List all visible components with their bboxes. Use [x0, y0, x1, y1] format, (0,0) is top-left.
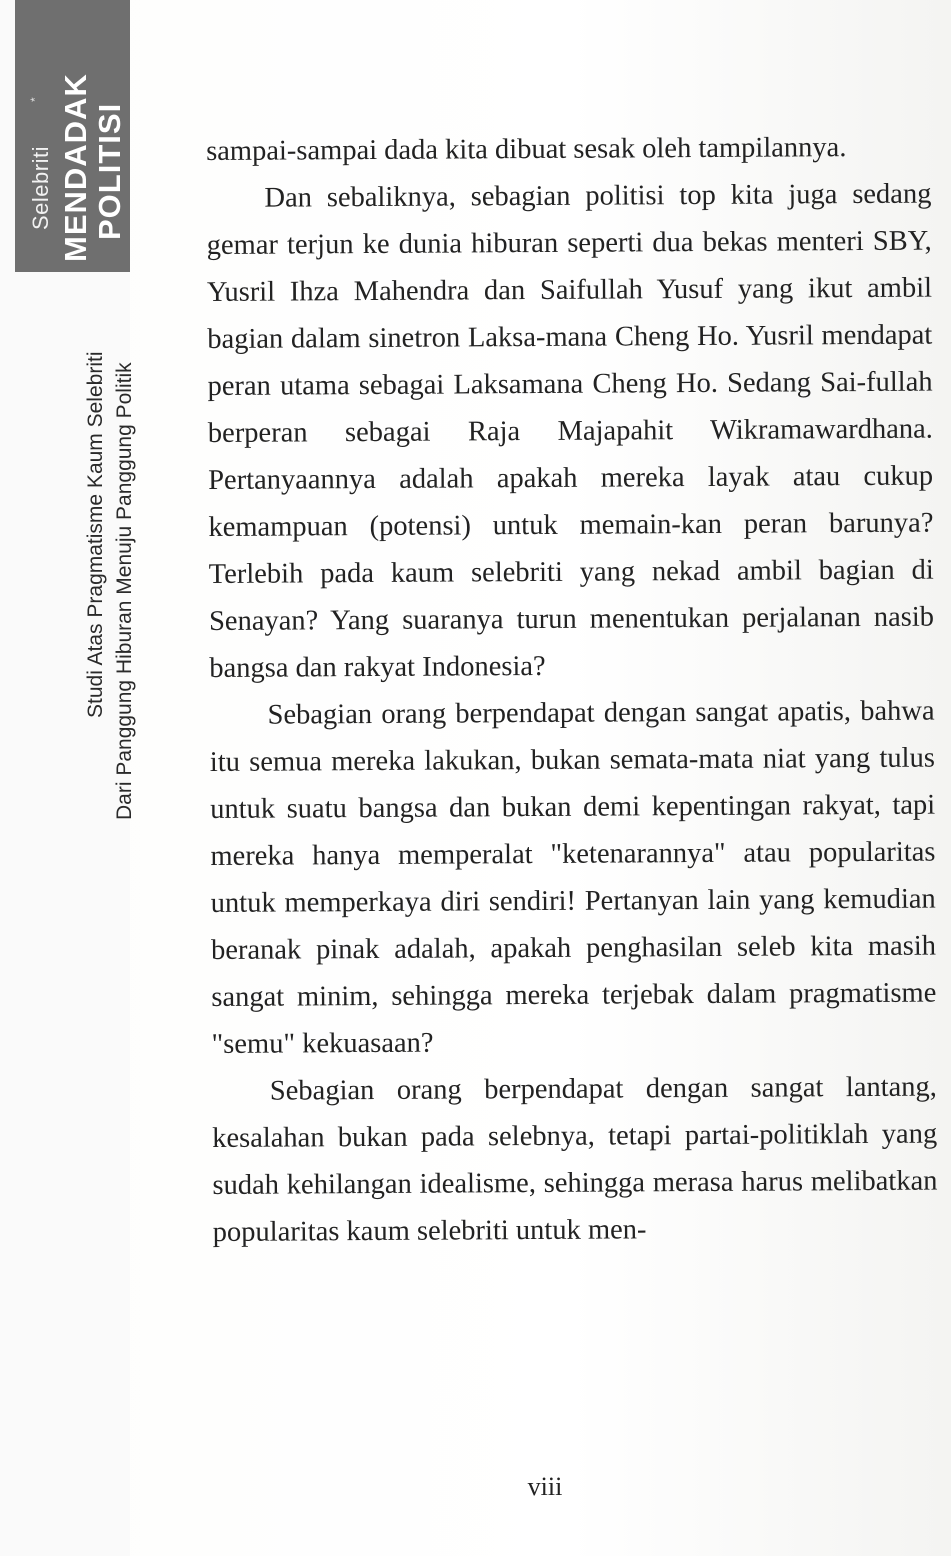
series-label: Selebriti	[28, 146, 53, 230]
paragraph: Dan sebaliknya, sebagian politisi top kita juga sedang gemar terjun ke dunia hiburan seperti dua bekas menteri SBY, Yusril Ihza Mahendra dan Saifullah Yusuf yang ikut ambil bagian dalam sinetron Laksa-mana Cheng Ho. Yusril mendapat peran utama sebagai Laksamana Cheng Ho. Sedang Sai-fullah berperan sebagai Raja Majapahit Wikramawardhana. Pertanyaannya adalah apakah mereka layak atau cukup kemampuan (potensi) untuk memain-kan peran barunya? Terlebih pada kaum selebriti yang nekad ambil bagian di Senayan? Yang suaranya turun menentukan perjalanan nasib bangsa dan rakyat Indonesia?	[206, 178, 935, 684]
page-number: viii	[527, 1472, 563, 1501]
book-subtitle-line2: Dari Panggung Hiburan Menuju Panggung Politik	[113, 362, 136, 820]
series-mark: *	[28, 97, 42, 102]
book-title-line2: POLITISI	[92, 102, 127, 240]
body-text	[206, 124, 938, 1256]
paragraph: Sebagian orang berpendapat dengan sangat lantang, kesalahan bukan pada selebnya, tetapi partai-politiklah yang sudah kehilangan idealisme, sehingga merasa harus melibatkan popularitas kaum selebriti untuk men-	[212, 1071, 938, 1248]
book-title-line1: MENDADAK	[58, 73, 93, 262]
paragraph-continuation: sampai-sampai dada kita dibuat sesak oleh tampilannya.	[206, 132, 847, 167]
paragraph: Sebagian orang berpendapat dengan sangat apatis, bahwa itu semua mereka lakukan, bukan semata-mata niat yang tulus untuk suatu bangsa dan bukan demi kepentingan rakyat, tapi mereka hanya memperalat "ketenarannya" atau popularitas untuk memperkaya diri sendiri! Pertanyan lain yang kemudian beranak pinak adalah, apakah penghasilan seleb kita masih sangat minim, sehingga mereka terjebak dalam pragmatisme "semu" kekuasaan?	[209, 695, 937, 1060]
book-subtitle-line1: Studi Atas Pragmatisme Kaum Selebriti	[84, 351, 107, 718]
